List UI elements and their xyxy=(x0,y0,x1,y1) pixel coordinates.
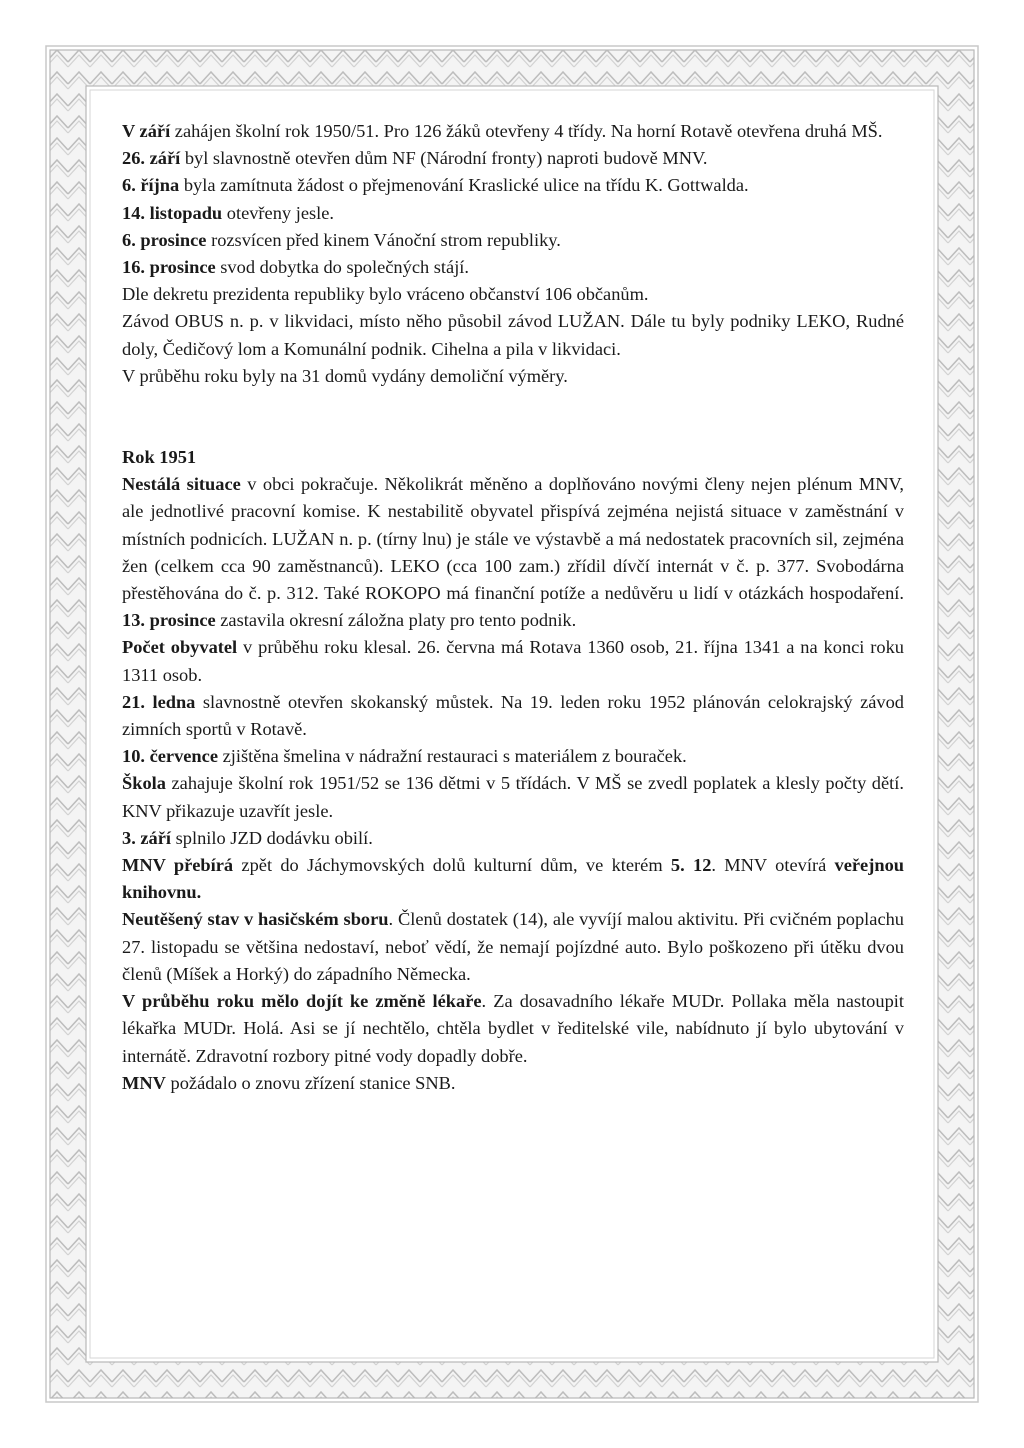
text-run: zahajuje školní rok 1951/52 se 136 dětmi v 5 třídách. V MŠ se zvedl poplatek a klesly počty dětí. KNV přikazuje uzavřít jesle. xyxy=(122,773,904,821)
bold-date: 5. 12 xyxy=(670,855,712,876)
text-run: . MNV otevírá xyxy=(711,855,835,876)
bold-date: 6. prosince xyxy=(122,229,207,250)
text-run: splnilo JZD dodávku obilí. xyxy=(171,827,373,848)
text-run: požádalo o znovu zřízení stanice SNB. xyxy=(165,1072,456,1093)
paragraph-1950-4 xyxy=(122,200,904,227)
bold-phrase: MNV xyxy=(122,1072,166,1093)
bold-date: 3. září xyxy=(122,827,172,848)
paragraph-1950-6 xyxy=(122,254,904,281)
paragraph-1951-2 xyxy=(122,634,904,688)
text-run: zjištěna šmelina v nádražní restauraci s materiálem z bouraček. xyxy=(218,746,687,767)
paragraph-1951-1 xyxy=(122,471,904,634)
paragraph-1950-5 xyxy=(122,227,904,254)
text-run: byla zamítnuta žádost o přejmenování Kraslické ulice na třídu K. Gottwalda. xyxy=(179,175,749,196)
bold-phrase: Počet obyvatel xyxy=(122,637,238,658)
bold-date: 10. července xyxy=(122,746,218,767)
bold-date: V září xyxy=(122,121,171,141)
paragraph-1951-3 xyxy=(122,689,904,743)
paragraph-1950-3 xyxy=(122,172,904,199)
text-run: zpět do Jáchymovských dolů kulturní dům, ve kterém xyxy=(233,855,671,876)
bold-date: 26. září xyxy=(122,148,181,169)
bold-date: 14. listopadu xyxy=(122,202,223,223)
year-heading: Rok 1951 xyxy=(122,447,197,468)
text-run: v průběhu roku klesal. 26. června má Rotava 1360 osob, 21. října 1341 a na konci roku 1311 osob. xyxy=(122,637,904,685)
document-text xyxy=(122,118,904,1097)
bold-date: 21. ledna xyxy=(122,691,196,712)
bold-phrase: V průběhu roku mělo dojít ke změně lékaře xyxy=(122,991,482,1012)
text-run: byl slavnostně otevřen dům NF (Národní fronty) naproti budově MNV. xyxy=(180,148,708,169)
text-run: . Za dosavadního lékaře MUDr. Pollaka měla nastoupit lékařka MUDr. Holá. Asi se jí nechtělo, chtěla bydlet v ředitelské vile, nabídnuto jí bylo ubytování v internátě. Zdravotní rozbory pitné vody dopadly dobře. xyxy=(122,991,904,1066)
paragraph-1951-9 xyxy=(122,988,904,1070)
bold-phrase: Škola xyxy=(122,773,166,794)
section-gap xyxy=(122,390,904,444)
paragraph-1951-7 xyxy=(122,852,904,906)
paragraph-1950-7: Dle dekretu prezidenta republiky bylo vráceno občanství 106 občanům. xyxy=(122,284,649,305)
paragraph-1950-8: Závod OBUS n. p. v likvidaci, místo něho působil závod LUŽAN. Dále tu byly podniky LEKO, Rudné doly, Čedičový lom a Komunální podnik. Cihelna a pila v likvidaci. xyxy=(122,311,904,359)
paragraph-1951-5 xyxy=(122,770,904,824)
paragraph-1951-4 xyxy=(122,743,904,770)
bold-phrase: veřejnou knihovnu. xyxy=(122,855,904,903)
text-run: slavnostně otevřen skokanský můstek. Na 19. leden roku 1952 plánován celokrajský závod zimních sportů v Rotavě. xyxy=(122,691,905,740)
paragraph-1950-2 xyxy=(122,145,904,172)
bold-date: 6. října xyxy=(122,175,180,196)
bold-phrase: MNV přebírá xyxy=(122,855,234,876)
paragraph-1951-8 xyxy=(122,906,904,988)
paragraph-1950-9: V průběhu roku byly na 31 domů vydány demoliční výměry. xyxy=(122,365,568,386)
paragraph-1951-6 xyxy=(122,825,904,852)
text-run: rozsvícen před kinem Vánoční strom republiky. xyxy=(206,229,561,250)
bold-date: 13. prosince xyxy=(122,610,216,631)
text-run: zahájen školní rok 1950/51. Pro 126 žáků otevřeny 4 třídy. Na horní Rotavě otevřena druhá MŠ. xyxy=(170,121,883,141)
paragraph-1951-10 xyxy=(122,1070,904,1097)
bold-phrase: Nestálá situace xyxy=(122,474,241,495)
bold-date: 16. prosince xyxy=(122,257,216,278)
text-run: otevřeny jesle. xyxy=(222,202,335,223)
text-run: zastavila okresní záložna platy pro tento podnik. xyxy=(215,610,577,631)
bold-phrase: Neutěšený stav v hasičském sboru xyxy=(122,909,389,930)
text-run: . Členů dostatek (14), ale vyvíjí malou aktivitu. Při cvičném poplachu 27. listopadu se většina nedostaví, neboť vědí, že nemají pojízdné auto. Bylo poškozeno při útěku dvou členů (Míšek a Horký) do západního Německa. xyxy=(122,909,905,984)
text-run: v obci pokračuje. Několikrát měněno a doplňováno novými členy nejen plénum MNV, ale jednotlivé pracovní komise. K nestabilitě obyvatel přispívá zejména nejistá situace v zaměstnání v místních podnicích. LUŽAN n. p. (tírny lnu) je stále ve výstavbě a má nedostatek pracovních sil, zejména žen (celkem cca 90 zaměstnanců). LEKO (cca 100 zam.) zřídil dívčí internát v č. p. 377. Svobodárna přestěhována do č. p. 312. Také ROKOPO má finanční potíže a nedůvěru u lidí v otázkách hospodaření. xyxy=(122,474,905,604)
text-run: svod dobytka do společných stájí. xyxy=(215,257,470,278)
paragraph-1950-1 xyxy=(122,118,904,145)
